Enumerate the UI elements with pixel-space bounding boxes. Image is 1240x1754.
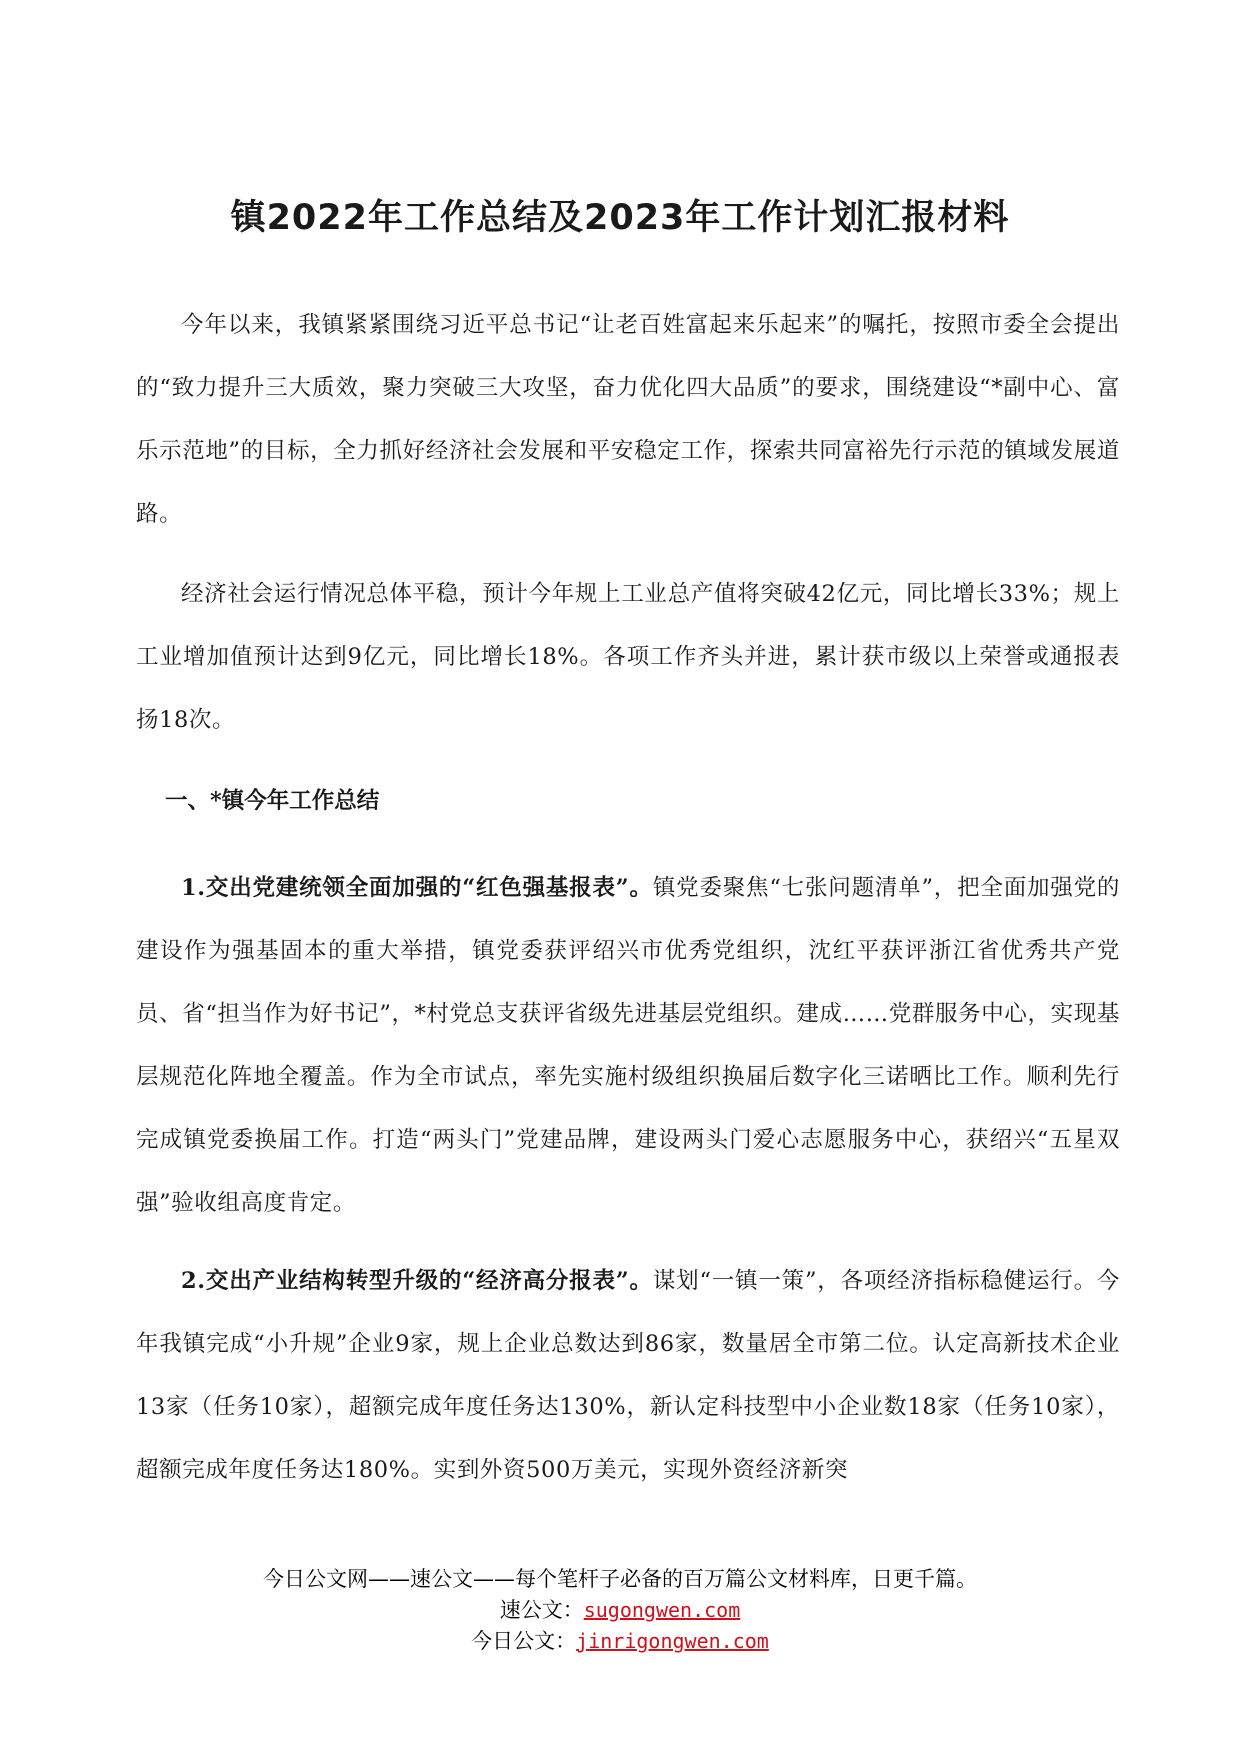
summary-item-1-lead: 1.交出党建统领全面加强的“红色强基报表”。	[181, 875, 653, 901]
summary-item-2-lead: 2.交出产业结构转型升级的“经济高分报表”。	[181, 1268, 653, 1294]
section-heading: 一、*镇今年工作总结	[165, 788, 380, 814]
footer-sugongwen-label: 速公文：	[499, 1598, 584, 1622]
overview-paragraph: 经济社会运行情况总体平稳，预计今年规上工业总产值将突破42亿元，同比增长33%；规上工业增加值预计达到9亿元，同比增长18%。各项工作齐头并进，累计获市级以上荣誉或通报表扬18次。	[136, 581, 1120, 733]
summary-item-1-text: 镇党委聚焦“七张问题清单”，把全面加强党的建设作为强基固本的重大举措，镇党委获评绍兴市优秀党组织，沈红平获评浙江省优秀共产党员、省“担当作为好书记”，*村党总支获评省级先进基层党组织。建成……党群服务中心，实现基层规范化阵地全覆盖。作为全市试点，率先实施村级组织换届后数字化三诺晒比工作。顺利先行完成镇党委换届工作。打造“两头门”党建品牌，建设两头门爱心志愿服务中心，获绍兴“五星双强”验收组高度肯定。	[136, 875, 1121, 1216]
footer-jinrigongwen-label: 今日公文：	[471, 1629, 577, 1653]
jinrigongwen-link[interactable]: jinrigongwen.com	[576, 1629, 769, 1653]
footer-sugongwen	[0, 1595, 1240, 1625]
footer-tagline: 今日公文网——速公文——每个笔杆子必备的百万篇公文材料库，日更千篇。	[263, 1567, 977, 1591]
summary-item-2	[136, 1250, 1120, 1502]
intro-paragraph: 今年以来，我镇紧紧围绕习近平总书记“让老百姓富起来乐起来”的嘱托，按照市委全会提出的“致力提升三大质效，聚力突破三大攻坚，奋力优化四大品质”的要求，围绕建设“*副中心、富乐示范地”的目标，全力抓好经济社会发展和平安稳定工作，探索共同富裕先行示范的镇域发展道路。	[136, 312, 1120, 527]
document-title: 镇2022年工作总结及2023年工作计划汇报材料	[230, 198, 1010, 238]
sugongwen-link[interactable]: sugongwen.com	[583, 1598, 741, 1622]
summary-item-1	[136, 857, 1120, 1235]
footer-jinrigongwen	[0, 1626, 1240, 1656]
summary-item-2-text: 谋划“一镇一策”，各项经济指标稳健运行。今年我镇完成“小升规”企业9家，规上企业总数达到86家，数量居全市第二位。认定高新技术企业13家（任务10家），超额完成年度任务达130%，新认定科技型中小企业数18家（任务10家），超额完成年度任务达180%。实到外资500万美元，实现外资经济新突	[136, 1268, 1121, 1483]
